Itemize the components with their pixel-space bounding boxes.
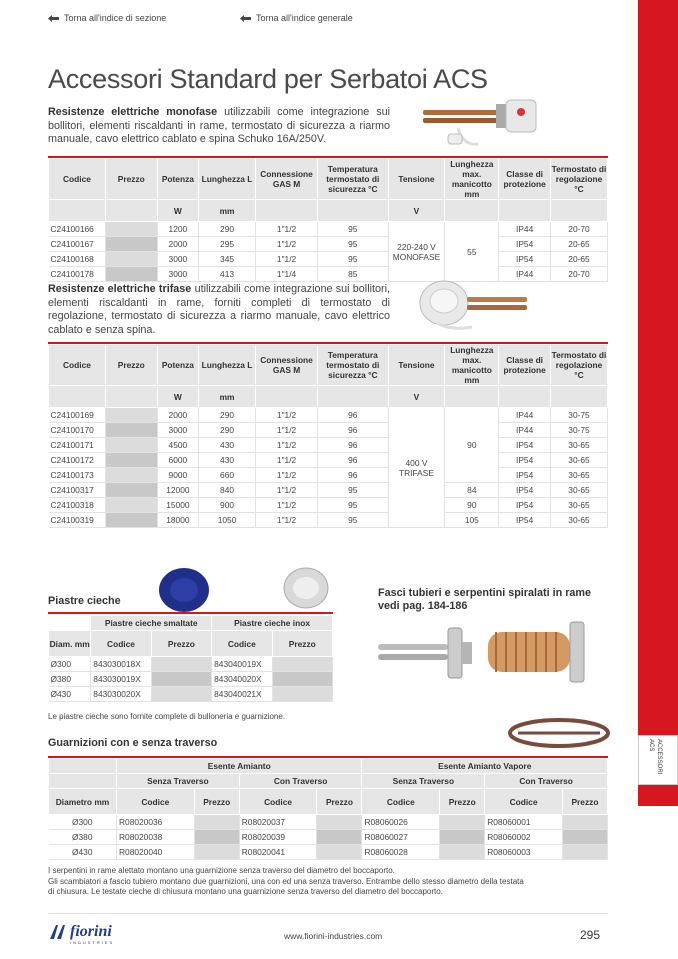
- guarn-sub-senza: Senza Traverso: [117, 774, 240, 789]
- inox-plate-image: [283, 567, 329, 609]
- cell-diam: Ø430: [49, 845, 117, 860]
- cell-reg: 20-65: [551, 237, 608, 252]
- cell-price: [317, 845, 362, 860]
- cell-connection: 1"1/2: [256, 237, 318, 252]
- cell-temp: 96: [318, 438, 388, 453]
- cell-diam: Ø430: [49, 687, 91, 702]
- piastre-note: Le piastre cieche sono fornite complete di bulloneria e guarnizione.: [48, 712, 286, 721]
- cell-code: C24100178: [49, 267, 106, 282]
- cell-code: C24100169: [49, 408, 106, 423]
- guarn-col-codice: Codice: [117, 789, 195, 815]
- cell-price: [317, 830, 362, 845]
- cell-code: C24100173: [49, 468, 106, 483]
- cell-length: 290: [199, 408, 256, 423]
- arrow-left-icon: [48, 15, 59, 22]
- cell-price: [105, 252, 157, 267]
- logo-mark-icon: [48, 923, 68, 941]
- cell-temp: 95: [318, 483, 388, 498]
- mono-row: [49, 222, 608, 237]
- cell-length: 900: [199, 498, 256, 513]
- tri-intro-text: utilizzabili come integrazione sui bollitori, elementi riscaldanti in rame, forniti completi di termostato di regolazione, termostato di sicurezza a riarmo manuale, cavo elettrico cablato e senza spina.: [48, 283, 391, 336]
- cell-power: 1200: [157, 222, 198, 237]
- cell-sleeve: 84: [445, 483, 499, 498]
- col-manicotto: Lunghezza max. manicotto mm: [445, 159, 499, 200]
- cell-price: [105, 222, 157, 237]
- cell-ip: IP54: [499, 468, 551, 483]
- cell-power: 2000: [157, 408, 198, 423]
- piastre-row: [49, 657, 333, 672]
- guarn-col-diam: Diametro mm: [49, 789, 117, 815]
- cell-temp: 95: [318, 237, 388, 252]
- cell-price: [562, 815, 607, 830]
- cell-ip: IP54: [499, 483, 551, 498]
- cell-price: [105, 423, 157, 438]
- cell-connection: 1"1/2: [256, 498, 318, 513]
- cell-power: 6000: [157, 453, 198, 468]
- tri-row: [49, 513, 608, 528]
- tri-intro-bold: Resistenze elettriche trifase: [48, 283, 192, 295]
- piastre-row: [49, 672, 333, 687]
- guarn-sub-con: Con Traverso: [239, 774, 362, 789]
- cell-code: 843030019X: [91, 672, 151, 687]
- cell-sleeve: 90: [445, 498, 499, 513]
- cell-price: [317, 815, 362, 830]
- cell-connection: 1"1/2: [256, 252, 318, 267]
- cell-code: R08020039: [239, 830, 317, 845]
- cell-code: R08020036: [117, 815, 195, 830]
- cell-price: [151, 657, 211, 672]
- cell-temp: 95: [318, 513, 388, 528]
- col-lunghezza: Lunghezza L: [199, 159, 256, 200]
- cell-connection: 1"1/2: [256, 222, 318, 237]
- cell-length: 345: [199, 252, 256, 267]
- guarn-row: [49, 830, 608, 845]
- guarn-group-vapore: Esente Amianto Vapore: [362, 759, 608, 774]
- guarnizioni-table: [48, 758, 608, 860]
- col-classe: Classe di protezione: [499, 159, 551, 200]
- guarn-note-1: I serpentini in rame alettato montano una guarnizione senza traverso del diametro del boccaporto.: [48, 866, 395, 875]
- col-connessione: Connessione GAS M: [256, 345, 318, 386]
- tube-bundle-image: [374, 622, 474, 684]
- col-tensione: Tensione: [388, 159, 445, 200]
- side-tab[interactable]: [638, 735, 678, 785]
- cell-price: [562, 845, 607, 860]
- cell-reg: 30-65: [551, 468, 608, 483]
- cell-connection: 1"1/2: [256, 423, 318, 438]
- cell-ip: IP54: [499, 453, 551, 468]
- three-phase-heater-image: [412, 275, 532, 333]
- cell-code: 843040019X: [212, 657, 272, 672]
- cell-ip: IP44: [499, 267, 551, 282]
- col-prezzo: Prezzo: [105, 159, 157, 200]
- cell-ip: IP44: [499, 408, 551, 423]
- tri-row: [49, 483, 608, 498]
- piastre-table: [48, 615, 333, 702]
- unit-mm: mm: [199, 200, 256, 222]
- cell-price: [151, 672, 211, 687]
- cell-length: 430: [199, 453, 256, 468]
- cell-length: 840: [199, 483, 256, 498]
- piastre-col-diam: Diam. mm: [49, 631, 91, 657]
- cell-diam: Ø380: [49, 830, 117, 845]
- cell-sleeve: 105: [445, 513, 499, 528]
- unit-mm: mm: [199, 386, 256, 408]
- col-codice: Codice: [49, 159, 106, 200]
- cell-connection: 1"1/2: [256, 438, 318, 453]
- cell-price: [272, 687, 332, 702]
- cell-code: 843040020X: [212, 672, 272, 687]
- guarn-col-codice: Codice: [485, 789, 563, 815]
- cell-code: R08020037: [239, 815, 317, 830]
- col-potenza: Potenza: [157, 159, 198, 200]
- piastre-col-codice: Codice: [212, 631, 272, 657]
- guarn-col-prezzo: Prezzo: [562, 789, 607, 815]
- cell-code: R08060002: [485, 830, 563, 845]
- cell-length: 413: [199, 267, 256, 282]
- guarnizioni-title: Guarnizioni con e senza traverso: [48, 737, 218, 749]
- cell-code: C24100170: [49, 423, 106, 438]
- cell-connection: 1"1/4: [256, 267, 318, 282]
- gasket-image: [508, 718, 610, 748]
- cell-connection: 1"1/2: [256, 483, 318, 498]
- cell-code: R08060003: [485, 845, 563, 860]
- cell-ip: IP54: [499, 252, 551, 267]
- piastre-title: Piastre cieche: [48, 595, 121, 607]
- side-red-bar: [638, 0, 678, 806]
- cell-length: 290: [199, 222, 256, 237]
- cell-connection: 1"1/2: [256, 408, 318, 423]
- col-potenza: Potenza: [157, 345, 198, 386]
- cell-price: [105, 453, 157, 468]
- cell-reg: 30-75: [551, 408, 608, 423]
- guarn-sub-senza: Senza Traverso: [362, 774, 485, 789]
- cell-price: [105, 267, 157, 282]
- cell-code: C24100168: [49, 252, 106, 267]
- copper-coil-image: [484, 616, 602, 688]
- cell-temp: 96: [318, 408, 388, 423]
- cell-temp: 96: [318, 423, 388, 438]
- tri-row: [49, 498, 608, 513]
- cell-tension: 400 V TRIFASE: [388, 408, 445, 528]
- cell-code: 843030020X: [91, 687, 151, 702]
- guarnizioni-notes: [48, 866, 608, 898]
- cell-temp: 85: [318, 267, 388, 282]
- cell-price: [194, 845, 239, 860]
- guarn-note-3: di chiusura. Le testate cieche di chiusura montano una guarnizione senza traverso del diametro del boccaporto.: [48, 887, 443, 896]
- cell-diam: Ø300: [49, 657, 91, 672]
- col-termostato: Termostato di regolazione °C: [551, 159, 608, 200]
- cell-code: R08020038: [117, 830, 195, 845]
- cell-code: R08060027: [362, 830, 440, 845]
- piastre-group-inox: Piastre cieche inox: [212, 616, 333, 631]
- enamelled-plate-image: [158, 567, 210, 613]
- cell-price: [272, 657, 332, 672]
- guarn-sub-con: Con Traverso: [485, 774, 608, 789]
- cell-code: C24100317: [49, 483, 106, 498]
- tri-row: [49, 453, 608, 468]
- cell-tension: 220-240 V MONOFASE: [388, 222, 445, 282]
- cell-ip: IP44: [499, 222, 551, 237]
- guarn-row: [49, 845, 608, 860]
- nav-section-label: Torna all'indice di sezione: [64, 13, 167, 23]
- piastre-col-codice: Codice: [91, 631, 151, 657]
- unit-w: W: [157, 386, 198, 408]
- tri-row: [49, 438, 608, 453]
- cell-reg: 30-65: [551, 453, 608, 468]
- cell-power: 3000: [157, 252, 198, 267]
- side-tab-label: ACCESSORI ACS: [648, 739, 662, 775]
- cell-power: 9000: [157, 468, 198, 483]
- cell-temp: 95: [318, 252, 388, 267]
- piastre-col-prezzo: Prezzo: [151, 631, 211, 657]
- col-lunghezza: Lunghezza L: [199, 345, 256, 386]
- cell-length: 1050: [199, 513, 256, 528]
- cell-reg: 30-65: [551, 483, 608, 498]
- cell-power: 18000: [157, 513, 198, 528]
- single-phase-heater-image: [418, 98, 548, 150]
- cell-length: 660: [199, 468, 256, 483]
- cell-power: 12000: [157, 483, 198, 498]
- piastre-row: [49, 687, 333, 702]
- cell-price: [440, 815, 485, 830]
- page-number: 295: [580, 928, 601, 942]
- tri-row: [49, 408, 608, 423]
- nav-general-label: Torna all'indice generale: [256, 13, 353, 23]
- fiorini-logo: [48, 923, 115, 945]
- col-temperatura: Temperatura termostato di sicurezza °C: [318, 345, 388, 386]
- cell-price: [194, 815, 239, 830]
- footer-rule: [48, 913, 608, 914]
- cell-connection: 1"1/2: [256, 468, 318, 483]
- cell-connection: 1"1/2: [256, 453, 318, 468]
- cell-diam: Ø300: [49, 815, 117, 830]
- cell-power: 3000: [157, 267, 198, 282]
- cell-price: [105, 483, 157, 498]
- cell-price: [194, 830, 239, 845]
- nav-general-link[interactable]: [240, 13, 353, 23]
- mono-intro: [48, 106, 390, 147]
- mono-row: [49, 252, 608, 267]
- guarn-col-prezzo: Prezzo: [317, 789, 362, 815]
- cell-temp: 96: [318, 453, 388, 468]
- cell-temp: 95: [318, 498, 388, 513]
- unit-v: V: [388, 386, 445, 408]
- cell-power: 3000: [157, 423, 198, 438]
- mono-table: [48, 158, 608, 282]
- col-codice: Codice: [49, 345, 106, 386]
- col-manicotto: Lunghezza max. manicotto mm: [445, 345, 499, 386]
- cell-reg: 30-65: [551, 513, 608, 528]
- cell-temp: 95: [318, 222, 388, 237]
- cell-price: [440, 830, 485, 845]
- cell-ip: IP54: [499, 498, 551, 513]
- cell-length: 290: [199, 423, 256, 438]
- cell-reg: 30-75: [551, 423, 608, 438]
- cell-price: [105, 513, 157, 528]
- cell-power: 15000: [157, 498, 198, 513]
- cell-code: R08060001: [485, 815, 563, 830]
- cell-reg: 20-70: [551, 267, 608, 282]
- cell-code: R08020040: [117, 845, 195, 860]
- cell-power: 4500: [157, 438, 198, 453]
- cell-price: [272, 672, 332, 687]
- guarn-row: [49, 815, 608, 830]
- guarn-col-codice: Codice: [362, 789, 440, 815]
- cell-price: [105, 438, 157, 453]
- page-title: Accessori Standard per Serbatoi ACS: [48, 64, 488, 94]
- logo-word: fiorini: [70, 923, 112, 940]
- cell-reg: 30-65: [551, 438, 608, 453]
- cell-code: C24100171: [49, 438, 106, 453]
- cell-price: [440, 845, 485, 860]
- guarn-group-amianto: Esente Amianto: [117, 759, 362, 774]
- cell-price: [151, 687, 211, 702]
- cell-ip: IP44: [499, 423, 551, 438]
- cell-connection: 1"1/2: [256, 513, 318, 528]
- arrow-left-icon: [240, 15, 251, 22]
- cell-code: 843040021X: [212, 687, 272, 702]
- cell-code: C24100318: [49, 498, 106, 513]
- cell-temp: 96: [318, 468, 388, 483]
- cell-price: [105, 498, 157, 513]
- mono-intro-bold: Resistenze elettriche monofase: [48, 106, 218, 118]
- piastre-rule: [48, 612, 333, 614]
- tri-row: [49, 468, 608, 483]
- cell-code: 843030018X: [91, 657, 151, 672]
- logo-sub: INDUSTRIES: [70, 940, 115, 945]
- mono-row: [49, 237, 608, 252]
- col-tensione: Tensione: [388, 345, 445, 386]
- cell-price: [562, 830, 607, 845]
- fasci-title: Fasci tubieri e serpentini spiralati in rame vedi pag. 184-186: [378, 587, 592, 612]
- cell-price: [105, 468, 157, 483]
- col-connessione: Connessione GAS M: [256, 159, 318, 200]
- tri-table: [48, 344, 608, 528]
- guarn-note-2: Gli scambiatori a fascio tubiero montano due guarnizioni, una con ed una senza traverso. Entrambe dello stesso diametro della testata: [48, 876, 524, 886]
- col-prezzo: Prezzo: [105, 345, 157, 386]
- cell-code: C24100172: [49, 453, 106, 468]
- cell-reg: 20-65: [551, 252, 608, 267]
- cell-price: [105, 237, 157, 252]
- cell-diam: Ø380: [49, 672, 91, 687]
- cell-reg: 30-65: [551, 498, 608, 513]
- cell-code: R08060026: [362, 815, 440, 830]
- col-termostato: Termostato di regolazione °C: [551, 345, 608, 386]
- unit-w: W: [157, 200, 198, 222]
- cell-reg: 20-70: [551, 222, 608, 237]
- cell-length: 430: [199, 438, 256, 453]
- piastre-group-smaltate: Piastre cieche smaltate: [91, 616, 212, 631]
- tri-intro: [48, 283, 390, 337]
- guarn-col-codice: Codice: [239, 789, 317, 815]
- cell-sleeve: 90: [445, 408, 499, 483]
- col-temperatura: Temperatura termostato di sicurezza °C: [318, 159, 388, 200]
- cell-code: C24100319: [49, 513, 106, 528]
- guarn-col-prezzo: Prezzo: [440, 789, 485, 815]
- cell-code: C24100166: [49, 222, 106, 237]
- guarn-col-prezzo: Prezzo: [194, 789, 239, 815]
- cell-power: 2000: [157, 237, 198, 252]
- cell-ip: IP54: [499, 513, 551, 528]
- cell-code: R08020041: [239, 845, 317, 860]
- tri-row: [49, 423, 608, 438]
- footer-url[interactable]: www.fiorini-industries.com: [284, 931, 383, 941]
- cell-code: R08060028: [362, 845, 440, 860]
- mono-intro-text: utilizzabili come integrazione sui bollitori, elementi riscaldanti in rame, termostato di sicurezza a riarmo manuale, cavo elettrico cablato e spina Schuko 16A/250V.: [48, 106, 390, 146]
- cell-price: [105, 408, 157, 423]
- nav-section-link[interactable]: [48, 13, 166, 23]
- piastre-col-prezzo: Prezzo: [272, 631, 332, 657]
- unit-v: V: [388, 200, 445, 222]
- cell-ip: IP54: [499, 438, 551, 453]
- cell-ip: IP54: [499, 237, 551, 252]
- col-classe: Classe di protezione: [499, 345, 551, 386]
- cell-sleeve: 55: [445, 222, 499, 282]
- cell-length: 295: [199, 237, 256, 252]
- cell-code: C24100167: [49, 237, 106, 252]
